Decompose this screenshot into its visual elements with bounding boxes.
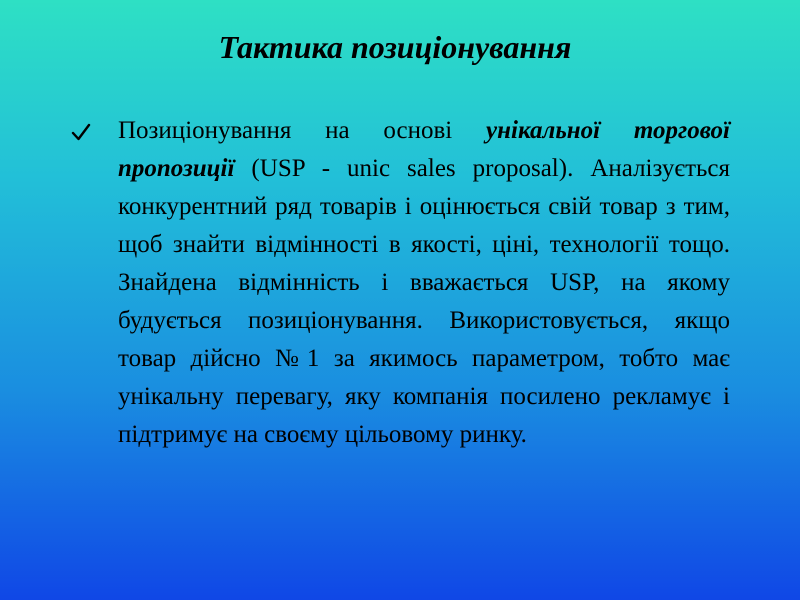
bullet-text-part-1: Позиціонування на основі (118, 117, 487, 144)
usp-term: унікальної торгової пропозиції (118, 117, 730, 182)
checkmark-icon (70, 121, 92, 143)
bullet-text (118, 112, 730, 454)
slide-title: Тактика позиціонування (218, 29, 572, 65)
bullet-text-part-2: (USP - unic sales proposal). Аналізується конкурентний ряд товарів і оцінюється свій товар з тим, щоб знайти відмінності в якості, ціні, технології тощо. Знайдена відмінність і вважається USP, на якому будується позиціонування. Використовується, якщо товар дійсно №1 за якимось параметром, тобто має унікальну перевагу, яку компанія посилено рекламує і підтримує на своєму цільовому ринку. (118, 155, 730, 448)
